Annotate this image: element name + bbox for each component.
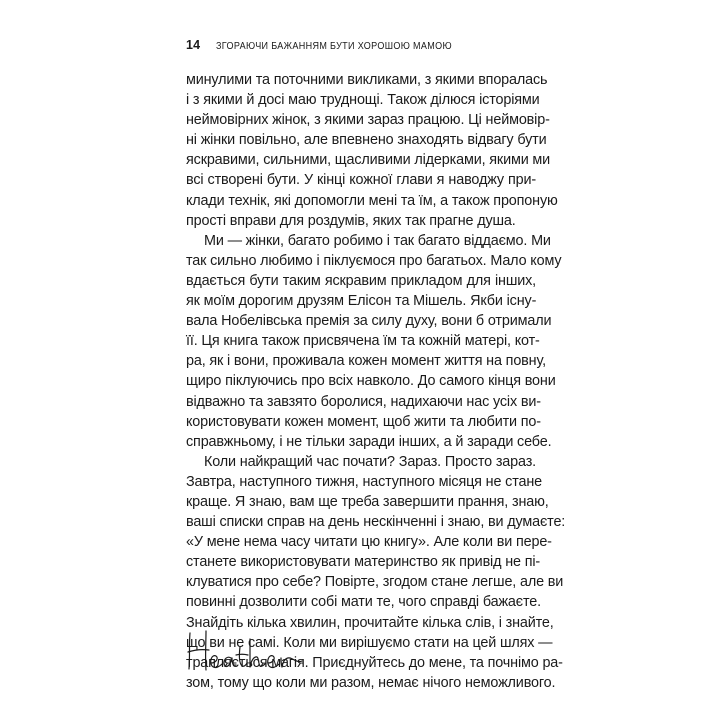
text-line: вала Нобелівська премія за силу духу, вони б отримали [186, 313, 552, 330]
running-title: ЗГОРАЮЧИ БАЖАННЯМ БУТИ ХОРОШОЮ МАМОЮ [216, 40, 453, 52]
text-line: відважно та завзято боролися, надихаючи нас усіх ви- [186, 393, 541, 410]
text-line: її. Ця книга також присвячена їм та кожній матері, кот- [186, 333, 540, 350]
text-line: «У мене нема часу читати цю книгу». Але коли ви пере- [186, 534, 552, 551]
handwritten-signature [184, 625, 314, 675]
text-line: клуватися про себе? Повірте, згодом стане легше, але ви [186, 574, 564, 591]
text-line: Завтра, наступного тижня, наступного місяця не стане [186, 473, 542, 490]
text-line: повинні дозволити собі мати те, чого справді бажаєте. [186, 594, 541, 611]
running-header [186, 38, 546, 52]
text-line: прості вправи для роздумів, яких так прагне душа. [186, 212, 516, 229]
text-line: минулими та поточними викликами, з якими впоралась [186, 72, 548, 88]
paragraph [186, 231, 562, 452]
text-line: Знайдіть кілька хвилин, прочитайте кілька слів, і знайте, [186, 614, 554, 631]
text-line: Коли найкращий час почати? Зараз. Просто зараз. [204, 453, 536, 470]
text-line: Ми — жінки, багато робимо і так багато віддаємо. Ми [204, 232, 551, 249]
text-line: краще. Я знаю, вам ще треба завершити прання, знаю, [186, 493, 549, 510]
text-line: так сильно любимо і піклуємося про багатьох. Мало кому [186, 252, 562, 269]
text-line: ра, як і вони, проживала кожен момент життя на повну, [186, 353, 546, 370]
text-line: вдається бути таким яскравим прикладом для інших, [186, 272, 536, 289]
text-line: всі створені бути. У кінці кожної глави я наводжу при- [186, 172, 536, 189]
text-line: щиро піклуючись про всіх навколо. До самого кінця вони [186, 373, 556, 390]
text-line: користовувати кожен момент, щоб жити та любити по- [186, 413, 541, 430]
text-line: ваші списки справ на день нескінченні і знаю, ви думаєте: [186, 514, 566, 531]
body-text [186, 70, 566, 693]
text-line: що ви не самі. Коли ми вирішуємо стати на цей шлях — [186, 634, 553, 651]
text-line: трапляється магія. Приєднуйтесь до мене, та почнімо ра- [186, 654, 563, 671]
text-line: справжньому, і не тільки заради інших, а й заради себе. [186, 433, 552, 450]
text-line: клади технік, які допомогли мені та їм, а також пропоную [186, 192, 558, 209]
text-line: як моїм дорогим друзям Елісон та Мішель. Якби існу- [186, 293, 537, 310]
text-line: і з якими й досі маю труднощі. Також ділюся історіями [186, 92, 540, 109]
paragraph [186, 70, 558, 231]
text-line: неймовірних жінок, з якими зараз працюю. Ці неймовір- [186, 112, 550, 129]
text-line: ні жінки повільно, але впевнено знаходять відвагу бути [186, 132, 547, 149]
text-line: яскравими, сильними, щасливими лідерками, якими ми [186, 152, 551, 169]
page-number: 14 [186, 38, 201, 52]
text-line: зом, тому що коли ми разом, немає нічого неможливого. [186, 674, 556, 691]
text-line: станете використовувати материнство як привід не пі- [186, 554, 541, 571]
